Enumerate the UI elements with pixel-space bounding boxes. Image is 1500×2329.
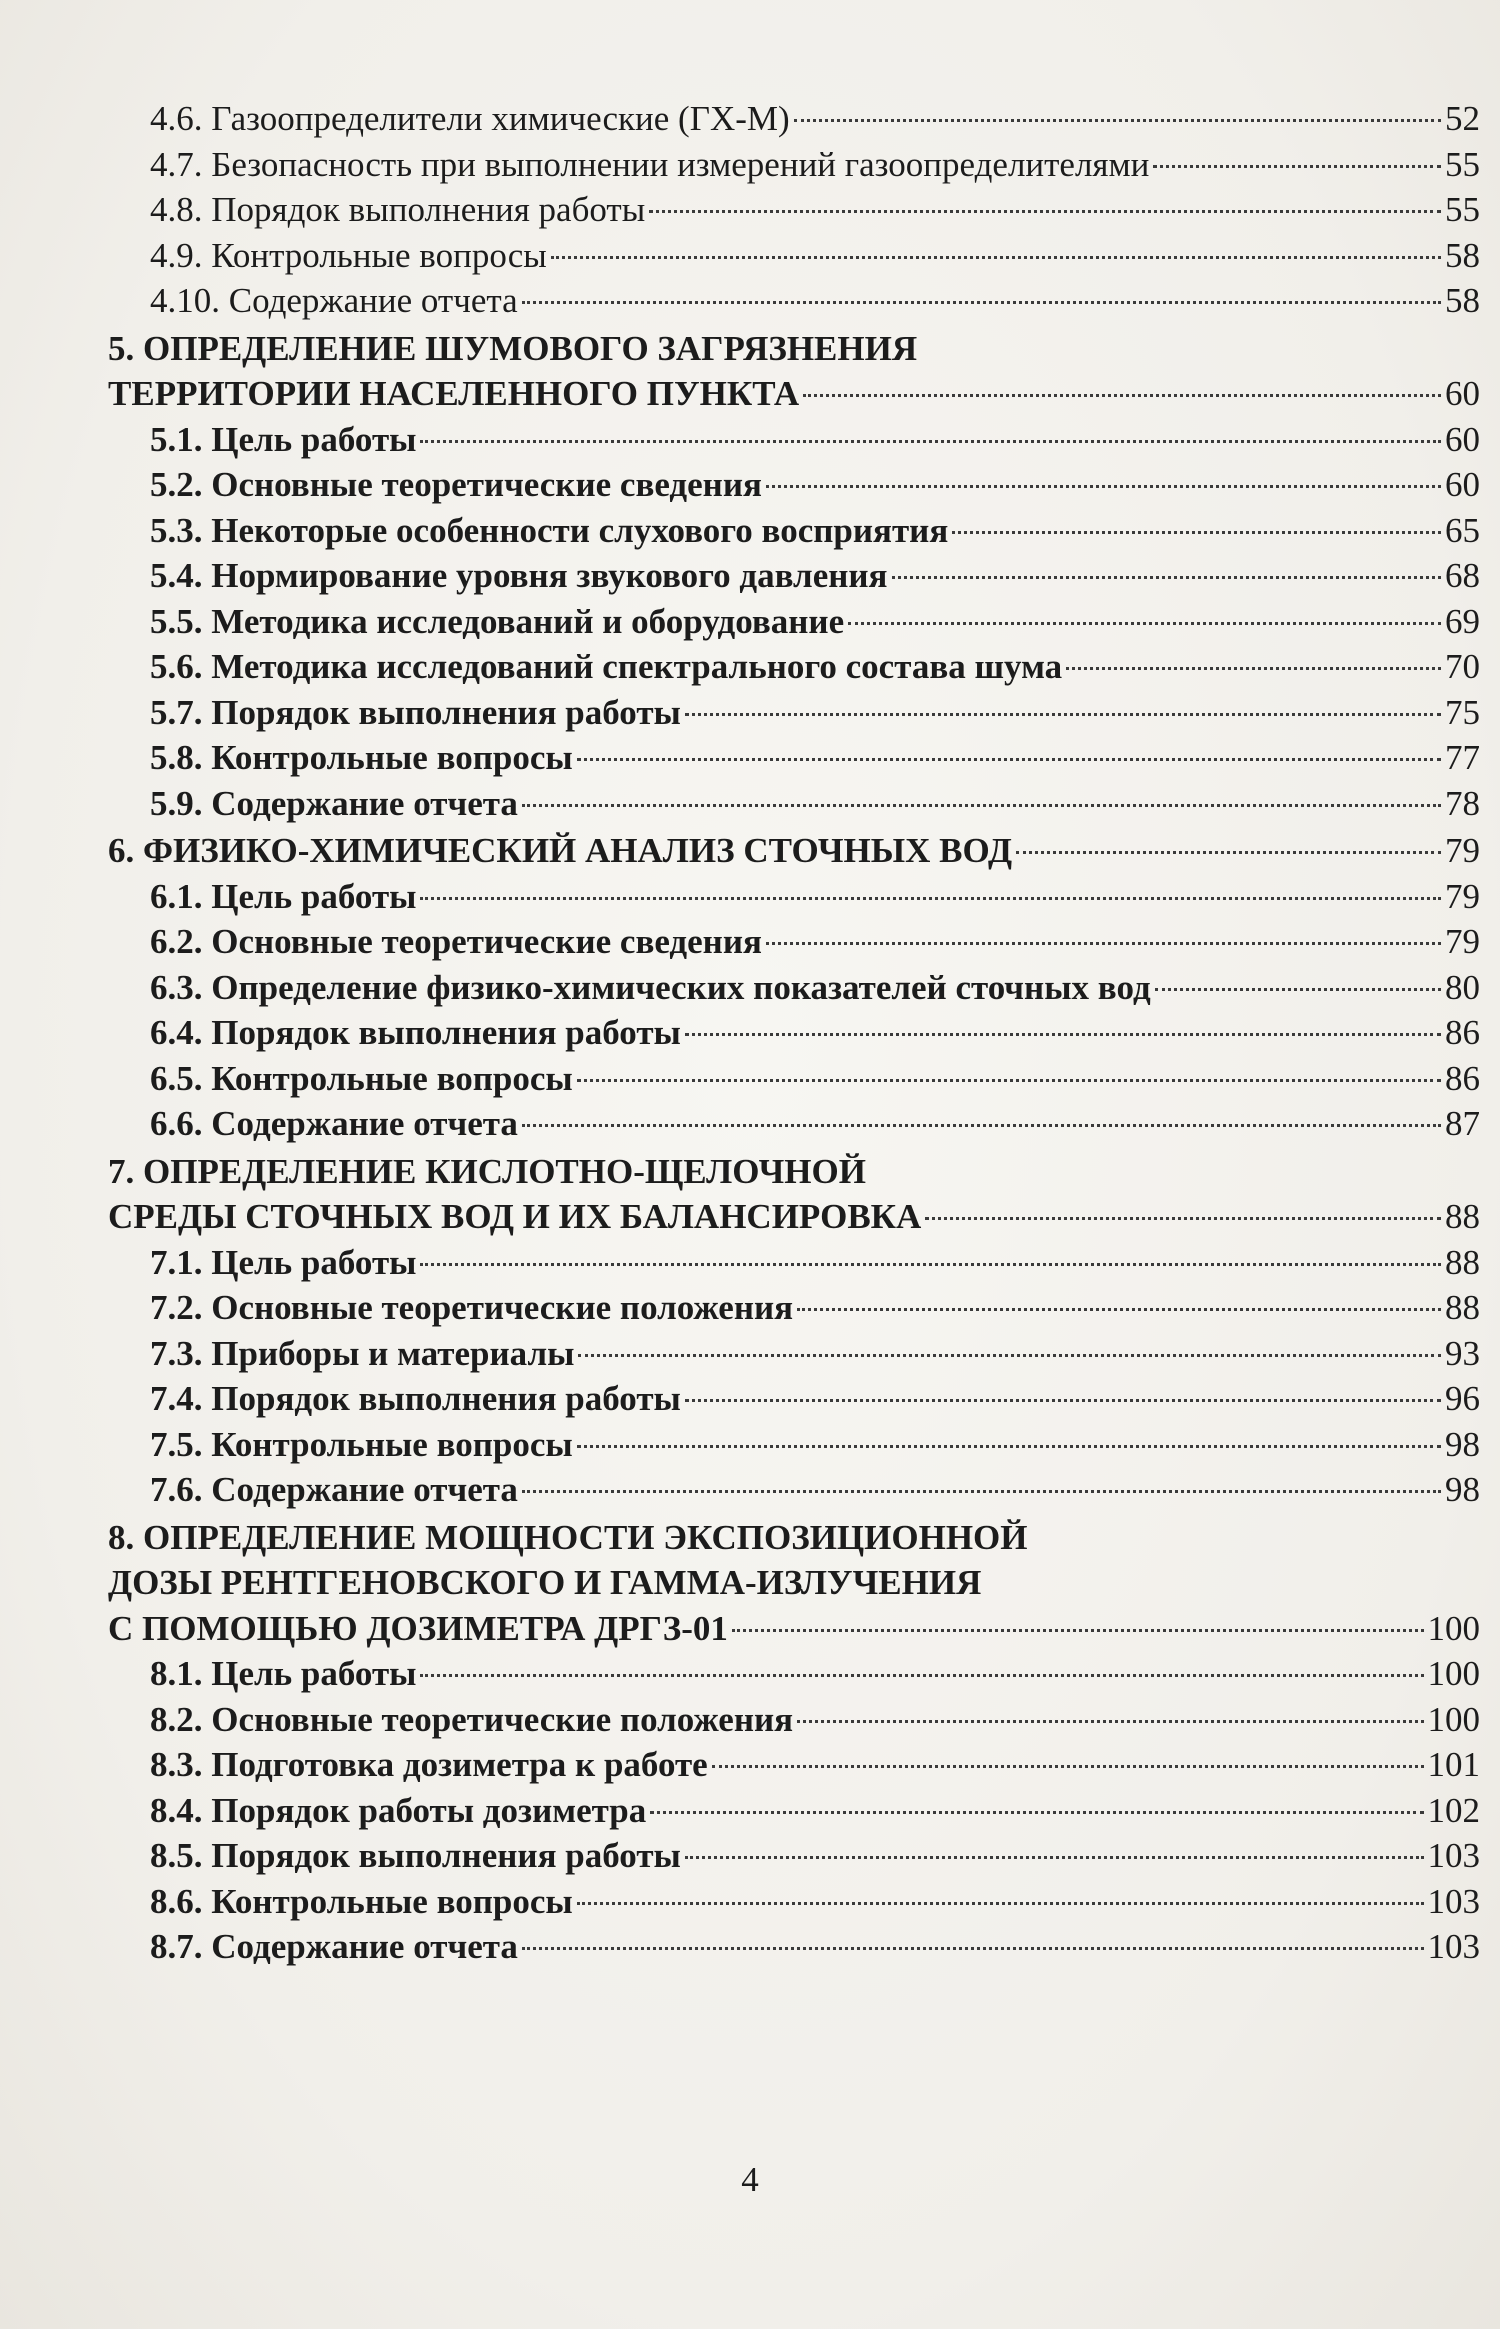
toc-entry-title: 5.2. Основные теоретические сведения xyxy=(150,465,762,504)
toc-entry-title: 4.9. Контрольные вопросы xyxy=(150,235,547,275)
dot-leader xyxy=(766,485,1441,488)
toc-entry-page: 55 xyxy=(1445,144,1480,184)
toc-entry-page: 100 xyxy=(1427,1699,1480,1739)
dot-leader xyxy=(685,1033,1441,1036)
dot-leader xyxy=(685,713,1441,716)
toc-entry-title: 8.1. Цель работы xyxy=(150,1654,417,1693)
toc-entry xyxy=(108,690,1480,736)
toc-entry-page: 102 xyxy=(1427,1790,1480,1830)
dot-leader xyxy=(848,622,1441,625)
toc-entry-title: 7.2. Основные теоретические положения xyxy=(150,1288,794,1327)
toc-entry xyxy=(108,1924,1480,1970)
dot-leader xyxy=(420,1674,1423,1677)
dot-leader xyxy=(522,804,1441,807)
chapter-block xyxy=(108,828,1480,1147)
page-number: 4 xyxy=(741,2160,759,2199)
dot-leader xyxy=(522,301,1441,304)
dot-leader xyxy=(797,1720,1423,1723)
toc-entry-page: 86 xyxy=(1445,1058,1480,1098)
toc-entry-page: 60 xyxy=(1445,465,1480,504)
toc-entry-page: 93 xyxy=(1445,1333,1480,1373)
toc-entry-page: 98 xyxy=(1445,1470,1480,1509)
dot-leader xyxy=(420,440,1441,443)
toc-entry-page: 103 xyxy=(1427,1836,1480,1875)
toc-entry-title: 6. ФИЗИКО-ХИМИЧЕСКИЙ АНАЛИЗ СТОЧНЫХ ВОД xyxy=(108,831,1013,870)
toc-entry-title: 8.3. Подготовка дозиметра к работе xyxy=(150,1745,708,1784)
toc-entry-page: 75 xyxy=(1445,692,1480,732)
toc-entry xyxy=(108,599,1480,645)
toc-entry xyxy=(108,1879,1480,1925)
toc-entry-title: 6.1. Цель работы xyxy=(150,876,417,916)
toc-entry xyxy=(108,644,1480,690)
toc-entry-page: 86 xyxy=(1445,1013,1480,1052)
dot-leader xyxy=(1016,851,1441,854)
dot-leader xyxy=(551,256,1441,259)
toc-entry xyxy=(108,1697,1480,1743)
toc-entry xyxy=(108,1788,1480,1834)
toc-entry-title: 4.10. Содержание отчета xyxy=(150,281,518,320)
toc-entry xyxy=(108,919,1480,965)
toc-entry-page: 87 xyxy=(1445,1104,1480,1143)
toc-entry-title: С ПОМОЩЬЮ ДОЗИМЕТРА ДРГЗ-01 xyxy=(108,1608,728,1648)
dot-leader xyxy=(649,210,1441,213)
toc-entry xyxy=(108,278,1480,324)
toc-entry xyxy=(108,1056,1480,1102)
toc-entry-page: 79 xyxy=(1445,831,1480,870)
toc-entry-title: 5.6. Методика исследований спектрального состава шума xyxy=(150,647,1063,686)
dot-leader xyxy=(522,1490,1441,1493)
toc-entry-title: 4.7. Безопасность при выполнении измерений газоопределителями xyxy=(150,144,1150,184)
chapter-heading-line: 7. ОПРЕДЕЛЕНИЕ КИСЛОТНО-ЩЕЛОЧНОЙ xyxy=(108,1151,866,1191)
toc-entry-page: 65 xyxy=(1445,510,1480,550)
toc-entry xyxy=(108,553,1480,599)
toc-entry-title: 7.3. Приборы и материалы xyxy=(150,1333,575,1373)
toc-entry-title: 7.6. Содержание отчета xyxy=(150,1470,518,1509)
toc-entry-title: 7.4. Порядок выполнения работы xyxy=(150,1379,681,1418)
chapter-heading xyxy=(108,1606,1480,1652)
toc-entry xyxy=(108,1833,1480,1879)
toc-entry-page: 58 xyxy=(1445,235,1480,275)
dot-leader xyxy=(577,1445,1441,1448)
toc-entry xyxy=(108,735,1480,781)
dot-leader xyxy=(685,1856,1424,1859)
dot-leader xyxy=(712,1765,1424,1768)
chapter-heading-line: ДОЗЫ РЕНТГЕНОВСКОГО И ГАММА-ИЗЛУЧЕНИЯ xyxy=(108,1563,982,1602)
toc-entry-page: 88 xyxy=(1445,1288,1480,1327)
dot-leader xyxy=(892,576,1442,579)
chapter-heading-line: 8. ОПРЕДЕЛЕНИЕ МОЩНОСТИ ЭКСПОЗИЦИОННОЙ xyxy=(108,1517,1028,1557)
toc-entry-title: 6.2. Основные теоретические сведения xyxy=(150,922,762,961)
toc-entry-title: 4.8. Порядок выполнения работы xyxy=(150,190,646,229)
chapter-block xyxy=(108,1149,1480,1513)
toc-entry xyxy=(108,142,1480,188)
toc-entry xyxy=(108,1101,1480,1147)
toc-entry-page: 100 xyxy=(1427,1654,1480,1693)
dot-leader xyxy=(1153,165,1441,168)
chapter-heading xyxy=(108,828,1480,874)
toc-entry-title: 5.4. Нормирование уровня звукового давления xyxy=(150,556,888,595)
toc-entry-title: ТЕРРИТОРИИ НАСЕЛЕННОГО ПУНКТА xyxy=(108,374,800,413)
toc-entry xyxy=(108,233,1480,279)
toc-entry-page: 60 xyxy=(1445,419,1480,459)
toc-entry-page: 55 xyxy=(1445,190,1480,229)
toc-entry-title: 7.5. Контрольные вопросы xyxy=(150,1424,573,1464)
dot-leader xyxy=(732,1629,1424,1632)
toc-entry-page: 79 xyxy=(1445,876,1480,916)
chapter-block xyxy=(108,1515,1480,1970)
toc-entry-page: 77 xyxy=(1445,738,1480,777)
dot-leader xyxy=(577,1079,1441,1082)
dot-leader xyxy=(925,1217,1441,1220)
dot-leader xyxy=(1066,667,1441,670)
toc-entry xyxy=(108,1742,1480,1788)
toc-entry-page: 70 xyxy=(1445,647,1480,686)
toc-entry-page: 88 xyxy=(1445,1197,1480,1236)
toc-entry xyxy=(108,96,1480,142)
dot-leader xyxy=(952,531,1441,534)
toc-entry-title: 6.6. Содержание отчета xyxy=(150,1104,518,1143)
toc-entry-page: 78 xyxy=(1445,783,1480,823)
toc-entry-title: 5.1. Цель работы xyxy=(150,419,417,459)
toc-entry xyxy=(108,965,1480,1011)
toc-entry-title: 6.3. Определение физико-химических показателей сточных вод xyxy=(150,967,1151,1007)
toc-entry-page: 58 xyxy=(1445,281,1480,320)
toc-entry-page: 69 xyxy=(1445,601,1480,641)
toc-entry xyxy=(108,1467,1480,1513)
toc-entry-page: 68 xyxy=(1445,556,1480,595)
toc-entry-title: СРЕДЫ СТОЧНЫХ ВОД И ИХ БАЛАНСИРОВКА xyxy=(108,1197,922,1236)
dot-leader xyxy=(766,942,1441,945)
toc-entry xyxy=(108,1240,1480,1286)
dot-leader xyxy=(578,1354,1441,1357)
dot-leader xyxy=(577,758,1441,761)
toc-entry-page: 96 xyxy=(1445,1379,1480,1418)
toc-entry-title: 8.2. Основные теоретические положения xyxy=(150,1699,794,1739)
dot-leader xyxy=(797,1308,1441,1311)
dot-leader xyxy=(577,1902,1424,1905)
toc-entry xyxy=(108,874,1480,920)
toc-entry-page: 52 xyxy=(1445,99,1480,138)
toc-entry-page: 80 xyxy=(1445,967,1480,1007)
toc-entry xyxy=(108,1651,1480,1697)
toc-entry-title: 5.3. Некоторые особенности слухового восприятия xyxy=(150,510,949,550)
chapter-heading xyxy=(108,371,1480,417)
toc-entry-title: 6.5. Контрольные вопросы xyxy=(150,1058,573,1098)
toc-entry-title: 6.4. Порядок выполнения работы xyxy=(150,1013,681,1052)
toc-entry-title: 5.9. Содержание отчета xyxy=(150,783,518,823)
dot-leader xyxy=(685,1399,1441,1402)
chapter-heading xyxy=(108,1194,1480,1240)
toc-entry-page: 60 xyxy=(1445,374,1480,413)
toc-entry xyxy=(108,1422,1480,1468)
dot-leader xyxy=(522,1124,1441,1127)
toc-entry xyxy=(108,508,1480,554)
toc-entry xyxy=(108,462,1480,508)
dot-leader xyxy=(522,1947,1424,1950)
toc-entry xyxy=(108,187,1480,233)
dot-leader xyxy=(650,1811,1423,1814)
toc-entry xyxy=(108,1010,1480,1056)
toc-entry xyxy=(108,1376,1480,1422)
toc-entry-title: 8.5. Порядок выполнения работы xyxy=(150,1836,681,1875)
toc-entry-page: 103 xyxy=(1427,1881,1480,1921)
toc-entry-title: 8.4. Порядок работы дозиметра xyxy=(150,1790,647,1830)
chapter-heading-line: 5. ОПРЕДЕЛЕНИЕ ШУМОВОГО ЗАГРЯЗНЕНИЯ xyxy=(108,328,918,368)
toc-entry-title: 8.6. Контрольные вопросы xyxy=(150,1881,573,1921)
toc-entry-title: 5.7. Порядок выполнения работы xyxy=(150,692,681,732)
dot-leader xyxy=(794,119,1441,122)
dot-leader xyxy=(420,897,1441,900)
toc-entry-page: 103 xyxy=(1427,1927,1480,1966)
table-of-contents xyxy=(108,96,1480,1970)
toc-entry-page: 101 xyxy=(1427,1745,1480,1784)
toc-entry-page: 100 xyxy=(1427,1608,1480,1648)
toc-entry xyxy=(108,1331,1480,1377)
toc-entry-page: 88 xyxy=(1445,1242,1480,1282)
toc-entry-title: 5.8. Контрольные вопросы xyxy=(150,738,573,777)
toc-entry-title: 5.5. Методика исследований и оборудование xyxy=(150,601,845,641)
toc-entry-title: 4.6. Газоопределители химические (ГХ-М) xyxy=(150,99,790,138)
toc-entry-title: 7.1. Цель работы xyxy=(150,1242,417,1282)
dot-leader xyxy=(1155,988,1441,991)
toc-entry-title: 8.7. Содержание отчета xyxy=(150,1927,518,1966)
toc-entry-page: 79 xyxy=(1445,922,1480,961)
dot-leader xyxy=(803,394,1441,397)
toc-entry xyxy=(108,1285,1480,1331)
chapter-block xyxy=(108,326,1480,827)
dot-leader xyxy=(420,1263,1441,1266)
toc-entry xyxy=(108,781,1480,827)
toc-entry-page: 98 xyxy=(1445,1424,1480,1464)
toc-entry xyxy=(108,417,1480,463)
